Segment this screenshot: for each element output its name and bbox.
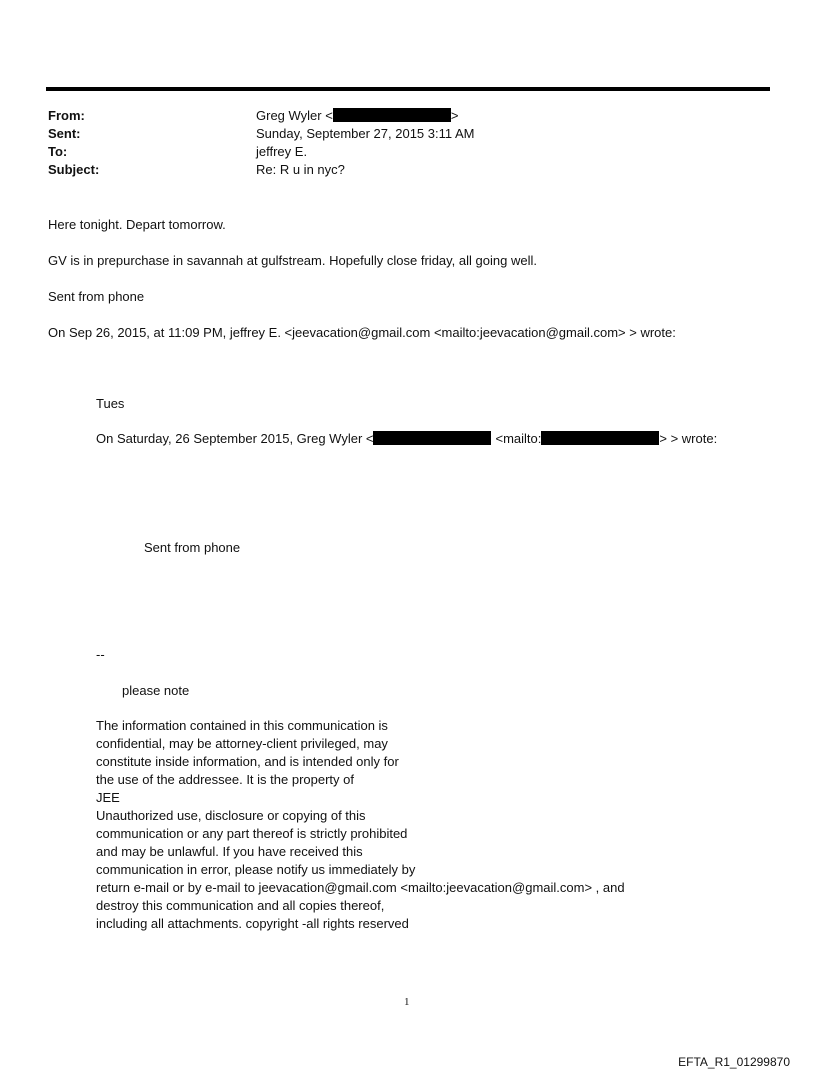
disclaimer-line: The information contained in this communication is (96, 718, 388, 733)
bates-number: EFTA_R1_01299870 (678, 1055, 790, 1069)
body-sent-from-phone: Sent from phone (48, 289, 145, 304)
quoted-reply: Tues (96, 396, 125, 411)
disclaimer-line: communication in error, please notify us immediately by (96, 862, 416, 877)
quoted-intro-end: > > wrote: (659, 431, 718, 446)
quoted-intro (96, 430, 717, 448)
from-name: Greg Wyler < (256, 108, 333, 123)
sent-label: Sent: (48, 126, 81, 141)
disclaimer-line: constitute inside information, and is intended only for (96, 754, 399, 769)
quoted-intro-mailto: <mailto: (495, 431, 542, 446)
body-line-1: Here tonight. Depart tomorrow. (48, 217, 226, 232)
disclaimer-line: communication or any part thereof is strictly prohibited (96, 826, 408, 841)
redaction-block (373, 431, 491, 445)
sent-value: Sunday, September 27, 2015 3:11 AM (256, 126, 475, 141)
from-value (256, 107, 458, 125)
quoted-intro-start: On Saturday, 26 September 2015, Greg Wyler < (96, 431, 374, 446)
header-rule (46, 87, 770, 91)
subject-label: Subject: (48, 162, 100, 177)
disclaimer-line: the use of the addressee. It is the property of (96, 772, 354, 787)
redaction-block (541, 431, 659, 445)
disclaimer-line: and may be unlawful. If you have received this (96, 844, 363, 859)
page-number: 1 (404, 996, 410, 1008)
to-value: jeffrey E. (256, 144, 308, 159)
redaction-block (333, 108, 451, 122)
body-line-2: GV is in prepurchase in savannah at gulfstream. Hopefully close friday, all going well. (48, 253, 537, 268)
disclaimer-line: including all attachments. copyright -all rights reserved (96, 916, 409, 931)
disclaimer-line: JEE (96, 790, 120, 805)
disclaimer-line: return e-mail or by e-mail to jeevacation@gmail.com <mailto:jeevacation@gmail.com> , and (96, 880, 625, 895)
subject-value: Re: R u in nyc? (256, 162, 345, 177)
disclaimer (96, 717, 625, 933)
please-note: please note (122, 683, 190, 698)
disclaimer-line: confidential, may be attorney-client privileged, may (96, 736, 388, 751)
disclaimer-line: Unauthorized use, disclosure or copying of this (96, 808, 366, 823)
from-label: From: (48, 108, 85, 123)
quoted-sent-from-phone: Sent from phone (144, 540, 241, 555)
signature-dashes: -- (96, 647, 105, 662)
from-close: > (450, 108, 459, 123)
disclaimer-line: destroy this communication and all copies thereof, (96, 898, 385, 913)
to-label: To: (48, 144, 68, 159)
quote-intro: On Sep 26, 2015, at 11:09 PM, jeffrey E. <jeevacation@gmail.com <mailto:jeevacation@gmail.com> > wrote: (48, 325, 676, 340)
